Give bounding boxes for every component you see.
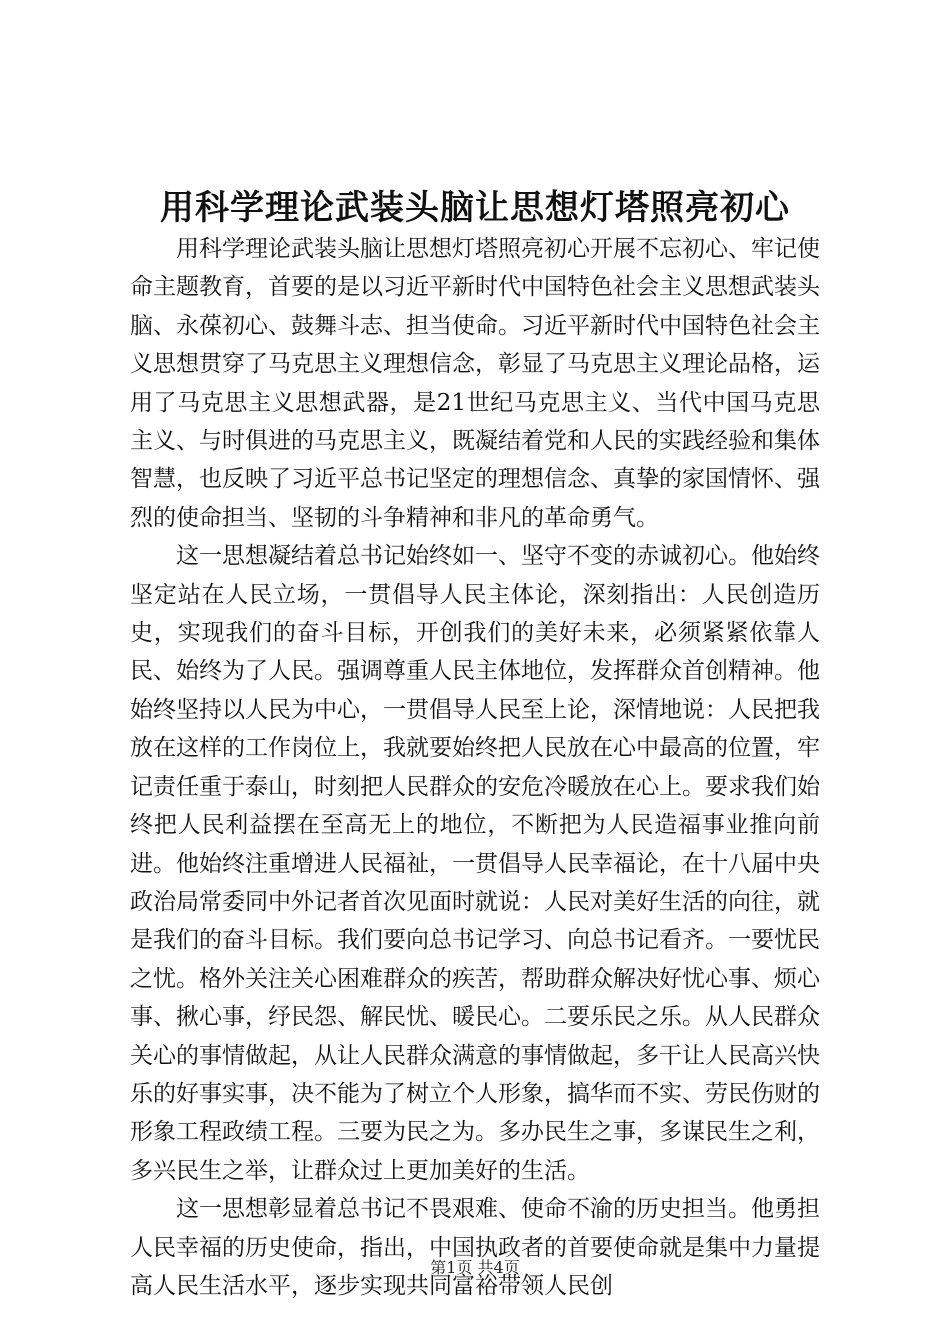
paragraph-2: 这一思想凝结着总书记始终如一、坚守不变的赤诚初心。他始终坚定站在人民立场，一贯倡导人民主体论，深刻指出：人民创造历史，实现我们的奋斗目标，开创我们的美好未来，必须紧紧依靠人民、始终为了人民。强调尊重人民主体地位，发挥群众首创精神。他始终坚持以人民为中心，一贯倡导人民至上论，深情地说：人民把我放在这样的工作岗位上，我就要始终把人民放在心中最高的位置，牢记责任重于泰山，时刻把人民群众的安危冷暖放在心上。要求我们始终把人民利益摆在至高无上的地位，不断把为人民造福事业推向前进。他始终注重增进人民福祉，一贯倡导人民幸福论，在十八届中央政治局常委同中外记者首次见面时就说：人民对美好生活的向往，就是我们的奋斗目标。我们要向总书记学习、向总书记看齐。一要忧民之忧。格外关注关心困难群众的疾苦，帮助群众解决好忧心事、烦心事、揪心事，纾民怨、解民忧、暖民心。二要乐民之乐。从人民群众关心的事情做起，从让人民群众满意的事情做起，多干让人民高兴快乐的好事实事，决不能为了树立个人形象，搞华而不实、劳民伤财的形象工程政绩工程。三要为民之为。多办民生之事，多谋民生之利，多兴民生之举，让群众过上更加美好的生活。 [130, 543, 820, 1184]
paragraph-1: 用科学理论武装头脑让思想灯塔照亮初心开展不忘初心、牢记使命主题教育，首要的是以习近平新时代中国特色社会主义思想武装头脑、永葆初心、鼓舞斗志、担当使命。习近平新时代中国特色社会主义思想贯穿了马克思主义理想信念，彰显了马克思主义理论品格，运用了马克思主义思想武器，是21世纪马克思主义、当代中国马克思主义、与时俱进的马克思主义，既凝结着党和人民的实践经验和集体智慧，也反映了习近平总书记坚定的理想信念、真挚的家国情怀、强烈的使命担当、坚韧的斗争精神和非凡的革命勇气。 [130, 236, 820, 531]
document-title: 用科学理论武装头脑让思想灯塔照亮初心 [160, 188, 790, 228]
document-body [130, 230, 820, 1305]
paragraph-3: 这一思想彰显着总书记不畏艰难、使命不渝的历史担当。他勇担人民幸福的历史使命，指出，中国执政者的首要使命就是集中力量提高人民生活水平，逐步实现共同富裕带领人民创 [130, 1196, 820, 1299]
page-number-footer: 第1页 共4页 [430, 1258, 520, 1277]
